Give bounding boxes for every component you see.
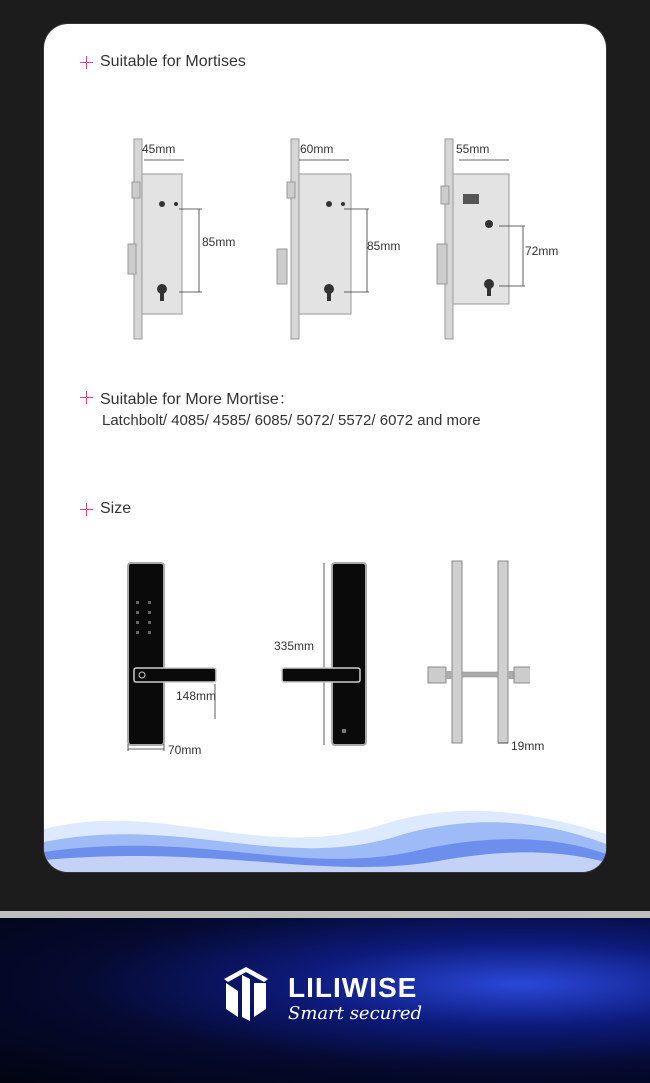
mortise-lock-1 <box>124 134 264 349</box>
wave-decoration <box>44 794 606 872</box>
more-list: Latchbolt/ 4085/ 4585/ 6085/ 5072/ 5572/ 6072 and more <box>102 412 481 429</box>
plus-icon <box>80 391 93 404</box>
footer-divider <box>0 911 650 918</box>
m3-height-label: 72mm <box>525 244 559 258</box>
body-width-label: 70mm <box>168 743 202 757</box>
lock-back-view <box>274 559 384 759</box>
mortise-lock-3 <box>429 134 569 349</box>
handle-length-label: 148mm <box>176 689 217 703</box>
mortises-title: Suitable for Mortises <box>100 53 246 70</box>
m3-width-label: 55mm <box>456 142 490 156</box>
mortises-heading <box>80 53 246 71</box>
lock-front-view <box>120 559 230 759</box>
product-card <box>44 24 606 872</box>
lock-side-view <box>420 559 530 759</box>
thickness-label: 19mm <box>511 739 545 753</box>
body-height-label: 335mm <box>274 639 315 653</box>
plus-icon <box>80 56 93 69</box>
m2-width-label: 60mm <box>300 142 334 156</box>
plus-icon <box>80 503 93 516</box>
m1-height-label: 85mm <box>202 235 236 249</box>
size-title: Size <box>100 500 132 517</box>
m1-width-label: 45mm <box>142 142 176 156</box>
more-heading <box>80 386 295 409</box>
m2-height-label: 85mm <box>367 239 401 253</box>
brand-name: LILIWISE <box>288 972 418 1003</box>
size-heading <box>80 500 131 518</box>
liliwise-logo-icon <box>218 965 272 1025</box>
brand-tagline: Smart secured <box>288 1003 423 1024</box>
more-title: Suitable for More Mortise： <box>100 391 295 408</box>
